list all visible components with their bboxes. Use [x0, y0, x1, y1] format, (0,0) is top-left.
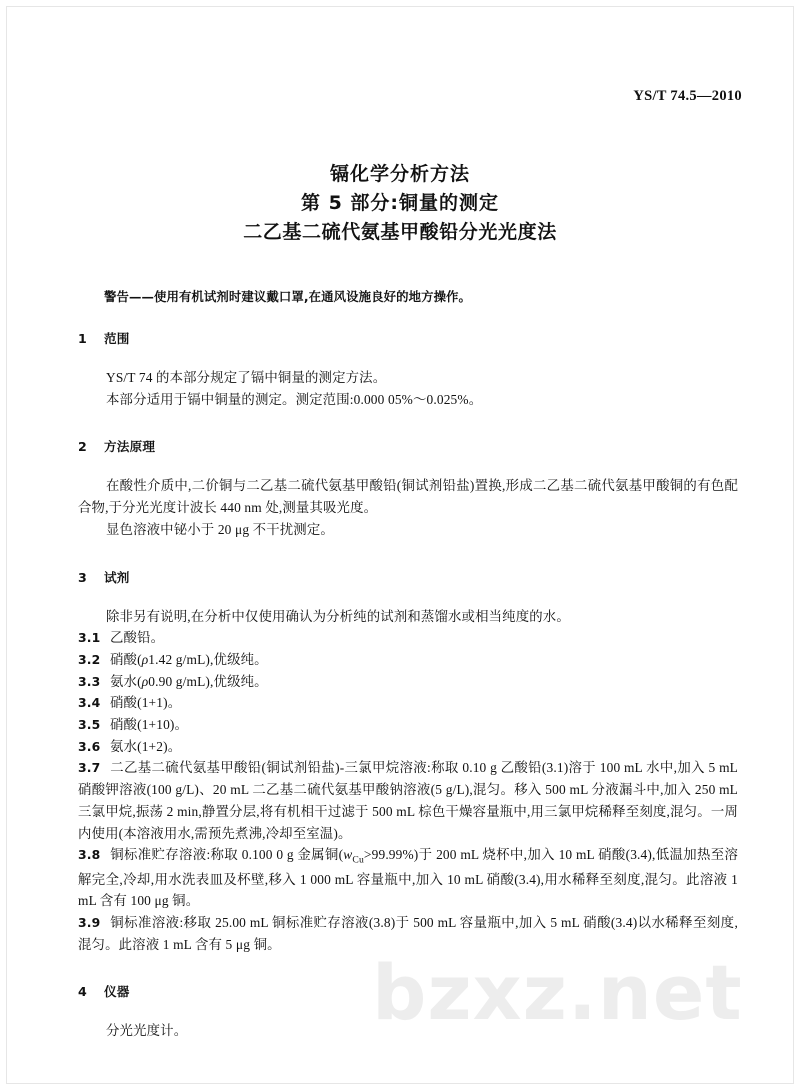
- reagent-number-3-3: 3.3: [78, 673, 101, 689]
- section-heading-3: [78, 567, 738, 586]
- page-title-line-3: 二乙基二硫代氨基甲酸铅分光光度法: [243, 220, 557, 243]
- section-1-paragraph-1: YS/T 74 的本部分规定了镉中铜量的测定方法。: [106, 370, 387, 385]
- section-heading-4: [78, 981, 738, 1000]
- section-1-paragraph-2: 本部分适用于镉中铜量的测定。测定范围:0.000 05%～0.025%。: [106, 391, 483, 407]
- reagent-item-3-9: [78, 912, 738, 955]
- section-number-2: 2: [78, 439, 87, 455]
- reagent-number-3-4: 3.4: [78, 695, 101, 711]
- reagent-text-3-5: 硝酸(1+10)。: [110, 717, 189, 733]
- reagent-text-3-2: 硝酸(ρ1.42 g/mL),优级纯。: [110, 651, 268, 667]
- reagent-text-3-7: 二乙基二硫代氨基甲酸铅(铜试剂铅盐)-三氯甲烷溶液:称取 0.10 g 乙酸铅(3.1)溶于 100 mL 水中,加入 5 mL 硝酸钾溶液(100 g/L)、20 mL 二乙基二硫代氨基甲酸钠溶液(5 g/L),混匀。移入 500 mL 分液漏斗中,加入 250 mL 三氯甲烷,振荡 2 min,静置分层,将有机相干过滤于 500 mL 棕色干燥容量瓶中,用三氯甲烷稀释至刻度,混匀。一周内使用(本溶液用水,需预先煮沸,冷却至室温)。: [78, 760, 738, 841]
- reagent-number-3-8: 3.8: [78, 847, 101, 863]
- reagent-item-3-7: [78, 757, 738, 844]
- reagent-item-3-6: [78, 736, 738, 758]
- section-title-4: 仪器: [104, 984, 130, 1000]
- reagent-item-3-4: [78, 692, 738, 714]
- section-title-2: 方法原理: [104, 439, 156, 455]
- section-3-lead-paragraph: 除非另有说明,在分析中仅使用确认为分析纯的试剂和蒸馏水或相当纯度的水。: [106, 608, 570, 624]
- section-2-paragraph-1: 在酸性介质中,二价铜与二乙基二硫代氨基甲酸铅(铜试剂铅盐)置换,形成二乙基二硫代氨基甲酸铜的有色配合物,于分光光度计波长 440 nm 处,测量其吸光度。: [78, 478, 738, 516]
- section-number-3: 3: [78, 569, 87, 585]
- reagent-item-3-5: [78, 714, 738, 736]
- document-title-block: [0, 160, 800, 247]
- reagent-text-3-8: 铜标准贮存溶液:称取 0.100 0 g 金属铜$(w_{Cu}>99.99\%)$于 200 mL 烧杯中,加入 10 mL 硝酸(3.4),低温加热至溶解完全,冷却,用水洗表皿及杯壁,移入 1 000 mL 容量瓶中,加入 10 mL 硝酸(3.4),用水稀释至刻度,混匀。此溶液 1 mL 含有 100 μg 铜。: [78, 847, 738, 909]
- reagent-item-3-1: [78, 627, 738, 649]
- standard-number-header: YS/T 74.5—2010: [633, 88, 742, 104]
- section-2-paragraph-2: 显色溶液中铋小于 20 μg 不干扰测定。: [106, 521, 334, 537]
- reagent-text-3-6: 氨水(1+2)。: [110, 738, 182, 754]
- reagent-text-3-9: 铜标准溶液:移取 25.00 mL 铜标准贮存溶液(3.8)于 500 mL 容量瓶中,加入 5 mL 硝酸(3.4)以水稀释至刻度,混匀。此溶液 1 mL 含有 5 μg 铜。: [78, 914, 738, 952]
- section-4-paragraph-1: 分光光度计。: [106, 1023, 188, 1039]
- section-title-3: 试剂: [104, 569, 130, 585]
- reagent-text-3-1: 乙酸铅。: [110, 630, 165, 646]
- document-body: [78, 328, 738, 1042]
- watermark-bzxz: bzxz.net: [372, 948, 743, 1037]
- reagent-text-3-4: 硝酸(1+1)。: [110, 695, 182, 711]
- reagent-number-3-5: 3.5: [78, 717, 101, 733]
- reagent-item-3-3: [78, 671, 738, 693]
- section-title-1: 范围: [104, 331, 130, 346]
- reagent-text-3-3: 氨水(ρ0.90 g/mL),优级纯。: [110, 673, 268, 689]
- reagent-number-3-1: 3.1: [78, 630, 101, 646]
- page-title-line-1: 镉化学分析方法: [329, 163, 470, 185]
- page-title-line-2: 第 5 部分:铜量的测定: [300, 191, 500, 214]
- section-heading-2: [78, 436, 738, 455]
- reagent-number-3-6: 3.6: [78, 738, 101, 754]
- reagent-number-3-9: 3.9: [78, 914, 101, 930]
- reagent-item-3-8: [78, 844, 738, 912]
- warning-notice: 警告——使用有机试剂时建议戴口罩,在通风设施良好的地方操作。: [104, 289, 472, 304]
- section-number-1: 1: [78, 331, 87, 346]
- reagent-item-3-2: [78, 649, 738, 671]
- reagent-number-3-2: 3.2: [78, 651, 101, 667]
- section-number-4: 4: [78, 984, 87, 1000]
- reagent-number-3-7: 3.7: [78, 760, 101, 776]
- section-heading-1: [78, 328, 738, 347]
